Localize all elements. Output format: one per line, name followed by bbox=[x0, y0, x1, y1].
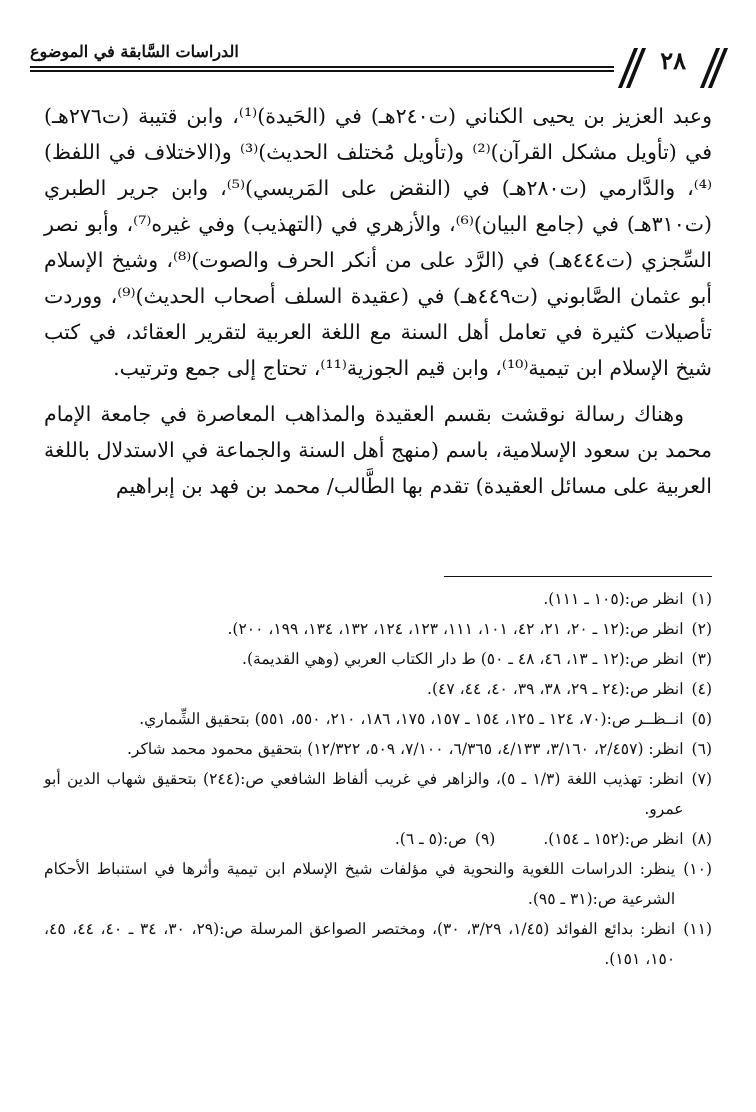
footnote-number: (٣) bbox=[691, 650, 712, 668]
footnote-number: (٤) bbox=[691, 680, 712, 698]
page-number: ٢٨ bbox=[660, 46, 686, 75]
footnote-number: (١١) bbox=[683, 920, 712, 938]
footnote bbox=[44, 644, 712, 674]
footnote-text: انــظــر ص:(٧٠، ١٢٤ ـ ١٢٥، ١٥٤ ـ ١٥٧، ١٧٥، ١٨٦، ٢١٠، ٥٥٠، ٥٥١) بتحقيق الشِّماري. bbox=[139, 710, 684, 728]
footnote-number: (٢) bbox=[691, 620, 712, 638]
footnote-text: ص:(٥ ـ ٦). bbox=[394, 830, 467, 848]
footnote bbox=[44, 674, 712, 704]
footnote-text: انظر ص:(١٢ ـ ٢٠، ٢١، ٤٢، ١٠١، ١١١، ١٢٣، ١٢٤، ١٣٢، ١٣٤، ١٩٩، ٢٠٠). bbox=[227, 620, 684, 638]
footnote bbox=[44, 734, 712, 764]
header-rule bbox=[30, 66, 614, 72]
footnote-separator bbox=[444, 576, 712, 577]
footnote bbox=[44, 704, 712, 734]
footnote bbox=[44, 614, 712, 644]
footnote-text: انظر: بدائع الفوائد (١/٤٥، ٣/٢٩، ٣٠)، ومختصر الصواعق المرسلة ص:(٢٩، ٣٠، ٣٤ ـ ٤٠، ٤٤، ٤٥، ١٥٠، ١٥١). bbox=[44, 920, 676, 968]
page-number-ornament bbox=[614, 46, 726, 90]
footnote bbox=[44, 914, 712, 974]
footnote-number: (٥) bbox=[691, 710, 712, 728]
footnote bbox=[44, 854, 712, 914]
footnote bbox=[395, 824, 496, 854]
footnote-number: (١٠) bbox=[683, 860, 712, 878]
footnote-text: انظر ص:(١٥٢ ـ ١٥٤). bbox=[543, 830, 684, 848]
footnote-text: انظر ص:(١٢ ـ ١٣، ٤٦، ٤٨ ـ ٥٠) ط دار الكتاب العربي (وهي القديمة). bbox=[242, 650, 684, 668]
footnote bbox=[44, 764, 712, 824]
paragraph: وهناك رسالة نوقشت بقسم العقيدة والمذاهب المعاصرة في جامعة الإمام محمد بن سعود الإسلامية، باسم (منهج أهل السنة والجماعة في الاستدلال باللغة العربية على مسائل العقيدة) تقدم بها الطَّالب/ محمد بن فهد بن إبراهيم bbox=[44, 402, 712, 498]
footnote-number: (٩) bbox=[474, 830, 496, 848]
footnote-text: ينظر: الدراسات اللغوية والنحوية في مؤلفات شيخ الإسلام ابن تيمية وأثرها في استنباط الأحكام الشرعية ص:(٣١ ـ ٩٥). bbox=[44, 860, 676, 908]
footnote-number: (٨) bbox=[691, 830, 712, 848]
footnote-number: (٦) bbox=[691, 740, 712, 758]
footnote-number: (١) bbox=[691, 590, 712, 608]
paragraph: وعبد العزيز بن يحيى الكناني (ت٢٤٠هـ) في (الحَيدة)⁽¹⁾، وابن قتيبة (ت٢٧٦هـ) في (تأويل مشكل القرآن)⁽²⁾ و(تأويل مُختلف الحديث)⁽³⁾ و(الاختلاف في اللفظ)⁽⁴⁾، والدَّارمي (ت٢٨٠هـ) في (النقض على المَريسي)⁽⁵⁾، وابن جرير الطبري (ت٣١٠هـ) في (جامع البيان)⁽⁶⁾، والأزهري في (التهذيب) وفي غيره⁽⁷⁾، وأبو نصر السِّجزي (ت٤٤٤هـ) في (الرَّد على من أنكر الحرف والصوت)⁽⁸⁾، وشيخ الإسلام أبو عثمان الصَّابوني (ت٤٤٩هـ) في (عقيدة السلف أصحاب الحديث)⁽⁹⁾، ووردت تأصيلات كثيرة في تعامل أهل السنة مع اللغة العربية لتقرير العقائد، في كتب شيخ الإسلام ابن تيمية⁽¹⁰⁾، وابن قيم الجوزية⁽¹¹⁾، تحتاج إلى جمع وترتيب. bbox=[44, 104, 713, 380]
footnote-text: انظر: (٢/٤٥٧، ٣/١٦٠، ٤/١٣٣، ٦/٣٦٥، ٧/١٠٠، ٥٠٩، ١٢/٣٢٢) بتحقيق محمود محمد شاكر. bbox=[126, 740, 684, 758]
footnote-number: (٧) bbox=[691, 770, 712, 788]
main-text bbox=[44, 98, 712, 504]
footnote-pair bbox=[44, 824, 712, 854]
footnote bbox=[543, 824, 712, 854]
running-title: الدراسات السَّابقة في الموضوع bbox=[30, 42, 239, 61]
footnote-text: انظر: تهذيب اللغة (١/٣ ـ ٥)، والزاهر في غريب ألفاظ الشافعي ص:(٢٤٤) بتحقيق شهاب الدين أبو عمرو. bbox=[44, 770, 684, 818]
footnotes bbox=[44, 584, 712, 974]
footnote-text: انظر ص:(٢٤ ـ ٢٩، ٣٨، ٣٩، ٤٠، ٤٤، ٤٧). bbox=[427, 680, 684, 698]
footnote-text: انظر ص:(١٠٥ ـ ١١١). bbox=[543, 590, 684, 608]
page-header bbox=[30, 38, 726, 96]
footnote bbox=[44, 584, 712, 614]
